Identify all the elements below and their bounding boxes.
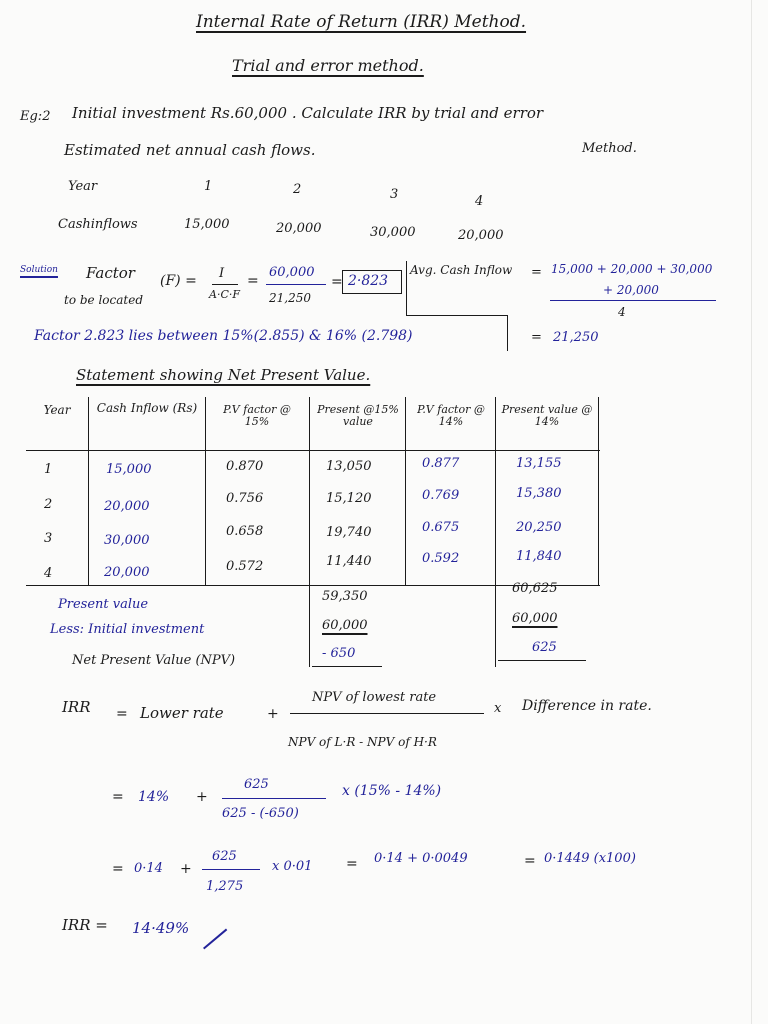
irr-step2-lower-rate: 14%: [138, 789, 170, 805]
irr-difference-in-rate: Difference in rate.: [522, 698, 652, 714]
cashflow-label: Cashinflows: [58, 217, 138, 232]
table-header-year: Year: [43, 403, 71, 417]
table-heading: Statement showing Net Present Value.: [76, 366, 371, 384]
present-value-15-total: 59,350: [322, 589, 368, 604]
page-subtitle: Trial and error method.: [232, 56, 424, 75]
cashflow-3: 30,000: [370, 225, 416, 240]
table-row-1-pv-factor-15: 0.870: [226, 459, 264, 474]
cashflow-4: 20,000: [458, 228, 504, 243]
table-header-pv-factor-15: P.V factor @ 15%: [223, 403, 291, 428]
factor-range-note: Factor 2.823 lies between 15%(2.855) & 16% (2.798): [34, 328, 413, 344]
table-col-line-5: [495, 397, 496, 667]
avg-eq-2: =: [531, 330, 542, 345]
table-row-2-present-value-14: 15,380: [516, 486, 562, 501]
problem-line-1: Initial investment Rs.60,000 . Calculate IRR by trial and error: [72, 104, 544, 122]
table-row-1-cash-inflow: 15,000: [106, 462, 152, 477]
factor-label: Factor: [86, 264, 135, 282]
factor-eq-2: =: [247, 273, 259, 289]
table-row-2-year: 2: [44, 497, 53, 512]
initial-investment-15: 60,000: [322, 618, 368, 633]
table-row-3-present-value-14: 20,250: [516, 520, 562, 535]
irr-step3-eq-2: =: [346, 856, 358, 872]
table-col-line-3: [309, 397, 310, 667]
table-row-3-pv-factor-15: 0.658: [226, 524, 264, 539]
table-row-4-pv-factor-15: 0.572: [226, 559, 264, 574]
table-row-2-pv-factor-15: 0.756: [226, 491, 264, 506]
irr-lower-rate: Lower rate: [140, 704, 224, 722]
irr-final-value: 14·49%: [132, 919, 190, 937]
table-row-1-pv-factor-14: 0.877: [422, 456, 460, 471]
table-row-2-pv-factor-14: 0.769: [422, 488, 460, 503]
irr-step2-fraction-line: [222, 798, 326, 799]
irr-step3-times: x 0·01: [272, 859, 313, 874]
table-col-line-4: [405, 397, 406, 586]
avg-bracket-left: [406, 261, 407, 315]
table-row-3-year: 3: [44, 531, 53, 546]
avg-bracket-right: [507, 315, 508, 351]
table-col-line-6: [598, 397, 599, 586]
table-row-1-present-value-15: 13,050: [326, 459, 372, 474]
present-value-label: Present value: [58, 597, 149, 612]
year-1: 1: [204, 179, 213, 194]
irr-plus: +: [267, 706, 279, 722]
cashflow-1: 15,000: [184, 217, 230, 232]
table-row-3-cash-inflow: 30,000: [104, 533, 150, 548]
irr-fraction-line: [290, 713, 484, 714]
irr-step3-eq: =: [112, 861, 124, 877]
avg-numerator-2: + 20,000: [603, 283, 659, 297]
irr-final-label: IRR =: [62, 916, 108, 934]
irr-step3-result: 0·1449 (x100): [544, 851, 636, 866]
example-label: Eg:2: [20, 109, 51, 124]
cashflow-2: 20,000: [276, 221, 322, 236]
irr-fraction-numerator: NPV of lowest rate: [312, 690, 437, 705]
irr-step3-sum: 0·14 + 0·0049: [374, 851, 468, 866]
table-row-4-present-value-14: 11,840: [516, 549, 562, 564]
irr-step3-numerator: 625: [212, 849, 237, 864]
table-header-present-value-15: Present @15% value: [317, 403, 399, 428]
paper-edge: [751, 0, 752, 1024]
year-3: 3: [390, 187, 399, 202]
table-col-line-1: [88, 397, 89, 586]
avg-cash-inflow-label: Avg. Cash Inflow: [410, 263, 513, 277]
table-row-4-cash-inflow: 20,000: [104, 565, 150, 580]
irr-step3-plus: +: [180, 861, 192, 877]
acf-symbol: A·C·F: [209, 288, 240, 301]
table-row-4-present-value-15: 11,440: [326, 554, 372, 569]
irr-times: x: [494, 701, 502, 716]
table-header-line: [26, 450, 600, 451]
initial-investment-14: 60,000: [512, 611, 558, 626]
table-row-1-present-value-14: 13,155: [516, 456, 562, 471]
table-header-pv-factor-14: P.V factor @ 14%: [417, 403, 485, 428]
to-be-located-label: to be located: [64, 293, 144, 307]
factor-result: 2·823: [348, 273, 389, 289]
factor-numerator: 60,000: [269, 265, 315, 280]
less-initial-investment-label: Less: Initial investment: [50, 622, 205, 637]
avg-bracket-bottom: [406, 315, 508, 316]
table-row-2-cash-inflow: 20,000: [104, 499, 150, 514]
irr-eq: =: [116, 706, 128, 722]
factor-denominator: 21,250: [269, 291, 311, 305]
irr-step3-eq-3: =: [524, 853, 536, 869]
factor-fraction-line-2: [266, 284, 326, 285]
irr-step2-denominator: 625 - (-650): [222, 806, 299, 821]
irr-step2-numerator: 625: [244, 777, 269, 792]
irr-step2-eq: =: [112, 789, 124, 805]
avg-numerator-1: 15,000 + 20,000 + 30,000: [551, 262, 713, 276]
final-answer-mark: [203, 929, 227, 949]
problem-line-2: Estimated net annual cash flows.: [64, 141, 316, 159]
table-row-3-present-value-15: 19,740: [326, 525, 372, 540]
avg-eq: =: [531, 265, 542, 280]
table-header-present-value-14: Present value @ 14%: [501, 403, 593, 428]
table-col-line-2: [205, 397, 206, 586]
table-header-cash-inflow: Cash Inflow (Rs): [96, 401, 198, 415]
irr-step3-fraction-line: [202, 869, 260, 870]
solution-label: Solution: [20, 265, 58, 275]
irr-step2-times: x (15% - 14%): [342, 783, 442, 799]
factor-fraction-line-1: [212, 284, 238, 285]
avg-denominator: 4: [618, 305, 626, 319]
avg-result: 21,250: [553, 330, 599, 345]
table-row-2-present-value-15: 15,120: [326, 491, 372, 506]
table-row-1-year: 1: [44, 462, 53, 477]
npv-14: 625: [532, 640, 557, 655]
irr-step3-denominator: 1,275: [206, 879, 244, 894]
irr-step3-lower-rate: 0·14: [134, 861, 163, 876]
i-symbol: I: [219, 266, 225, 281]
factor-eq-3: =: [331, 274, 343, 290]
table-row-4-pv-factor-14: 0.592: [422, 551, 460, 566]
year-4: 4: [475, 194, 484, 209]
avg-fraction-line: [550, 300, 716, 301]
irr-fraction-denominator: NPV of L·R - NPV of H·R: [288, 735, 437, 749]
factor-f-eq: (F) =: [160, 273, 197, 289]
problem-line-2-right: Method.: [582, 141, 637, 156]
npv-label: Net Present Value (NPV): [72, 653, 236, 668]
npv-15-underline: [312, 666, 382, 667]
present-value-14-total: 60,625: [512, 581, 558, 596]
table-row-3-pv-factor-14: 0.675: [422, 520, 460, 535]
npv-15: - 650: [322, 646, 356, 661]
year-2: 2: [293, 182, 302, 197]
page-title: Internal Rate of Return (IRR) Method.: [196, 12, 527, 32]
irr-label: IRR: [62, 698, 91, 716]
npv-14-underline: [498, 660, 586, 661]
irr-step2-plus: +: [196, 789, 208, 805]
table-row-4-year: 4: [44, 566, 53, 581]
year-label: Year: [68, 179, 98, 194]
